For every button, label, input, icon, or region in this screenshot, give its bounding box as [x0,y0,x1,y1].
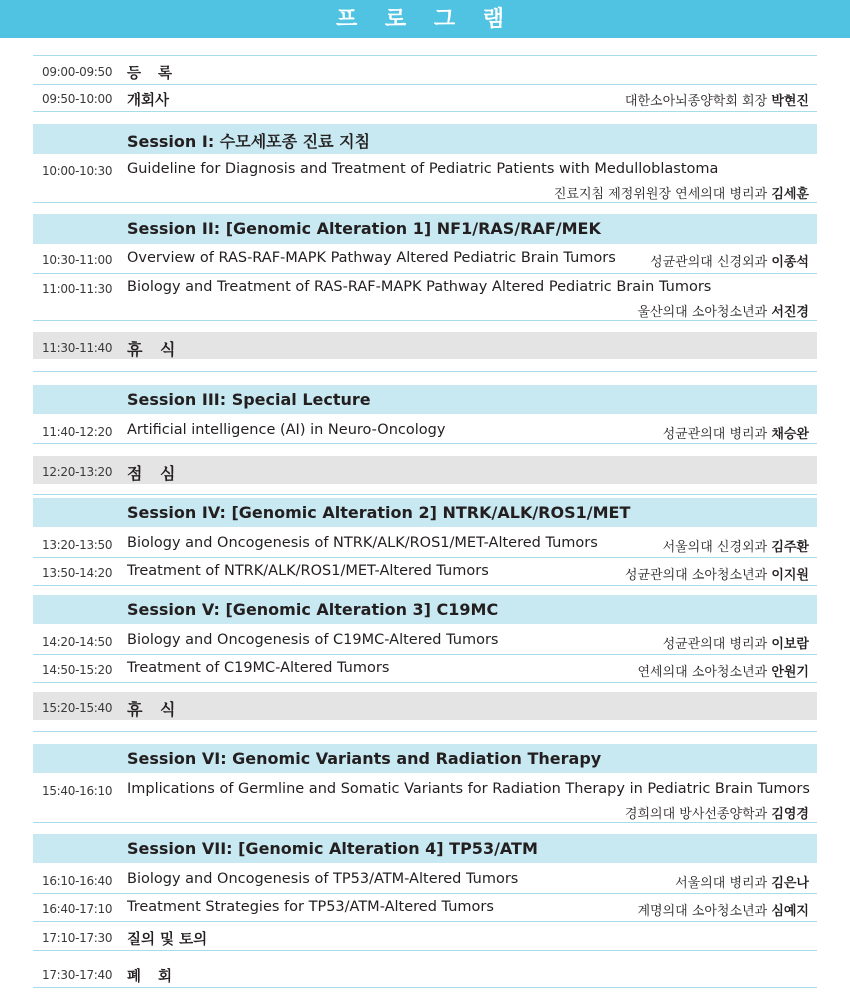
divider [33,494,817,495]
time-slot: 15:20-15:40 [42,701,113,715]
divider [33,202,817,203]
time-slot: 15:40-16:10 [42,784,113,798]
speaker-affiliation: 진료지침 제정위원장 연세의대 병리과 [553,187,768,202]
session-header-2 [33,214,817,244]
time-slot: 10:00-10:30 [42,164,113,178]
program-row-registration [33,59,817,83]
item-title: 폐 회 [127,969,179,985]
divider [33,111,817,112]
break-label: 휴 식 [127,340,182,359]
session-label: Session III: Special Lecture [127,390,371,409]
divider [33,654,817,655]
speaker-affiliation: 성균관의대 병리과 [662,427,768,442]
time-slot: 12:20-13:20 [42,465,113,479]
speaker-name: 채승완 [771,427,809,442]
talk-title: Biology and Oncogenesis of NTRK/ALK/ROS1/MET-Altered Tumors [127,535,598,551]
speaker-affiliation: 성균관의대 신경외과 [650,255,768,270]
time-slot: 11:40-12:20 [42,425,113,439]
program-row-closing [33,962,817,986]
time-slot: 16:10-16:40 [42,874,113,888]
session-label: Session VII: [Genomic Alteration 4] TP53/ATM [127,839,538,858]
program-row-speaker [33,799,817,823]
time-slot: 17:30-17:40 [42,968,113,982]
speaker-affiliation: 서울의대 병리과 [675,876,768,891]
time-slot: 16:40-17:10 [42,902,113,916]
speaker-name: 심예지 [771,904,809,919]
session-label: Session II: [Genomic Alteration 1] NF1/RAS/RAF/MEK [127,219,601,238]
divider [33,55,817,56]
break-row [33,332,817,359]
divider [33,682,817,683]
session-label: Session IV: [Genomic Alteration 2] NTRK/ALK/ROS1/MET [127,503,631,522]
session-label: Session I: 수모세포종 진료 지침 [127,132,371,151]
talk-title: Overview of RAS-RAF-MAPK Pathway Altered Pediatric Brain Tumors [127,250,616,266]
talk-title: Biology and Treatment of RAS-RAF-MAPK Pathway Altered Pediatric Brain Tumors [127,279,712,295]
speaker [625,90,809,109]
speaker [650,251,809,270]
speaker-affiliation: 성균관의대 소아청소년과 [624,568,768,583]
talk-title: Artificial intelligence (AI) in Neuro-Oncology [127,422,446,438]
divider [33,585,817,586]
program-row-talk [33,629,817,653]
speaker-affiliation: 울산의대 소아청소년과 [637,305,768,320]
talk-title: Treatment Strategies for TP53/ATM-Altered Tumors [127,899,494,915]
divider [33,822,817,823]
session-header-5 [33,595,817,624]
time-slot: 13:50-14:20 [42,566,113,580]
session-label: Session VI: Genomic Variants and Radiation Therapy [127,749,602,768]
divider [33,557,817,558]
item-title: 질의 및 토의 [127,932,208,948]
divider [33,84,817,85]
session-label: Session V: [Genomic Alteration 3] C19MC [127,600,499,619]
item-title: 등 록 [127,66,179,82]
speaker [554,183,809,202]
speaker [625,803,809,822]
speaker-name: 안원기 [771,665,809,680]
program-row-opening [33,86,817,110]
time-slot: 17:10-17:30 [42,931,113,945]
speaker [637,900,809,919]
speaker-affiliation: 서울의대 신경외과 [662,540,768,555]
divider [33,893,817,894]
speaker-name: 이지원 [771,568,809,583]
divider [33,371,817,372]
divider [33,731,817,732]
divider [33,950,817,951]
time-slot: 13:20-13:50 [42,538,113,552]
divider [33,987,817,988]
speaker [625,564,809,583]
program-title: 프 로 그 램 [336,7,514,32]
lunch-row [33,456,817,484]
speaker-name: 김주환 [771,540,809,555]
break-row [33,692,817,720]
speaker-name: 김영경 [771,807,809,822]
time-slot: 09:50-10:00 [42,92,113,106]
time-slot: 14:20-14:50 [42,635,113,649]
time-slot: 11:00-11:30 [42,282,113,296]
talk-title: Treatment of NTRK/ALK/ROS1/MET-Altered Tumors [127,563,489,579]
divider [33,921,817,922]
program-row-talk [33,896,817,920]
speaker [637,661,809,680]
talk-title: Biology and Oncogenesis of C19MC-Altered Tumors [127,632,499,648]
divider [33,320,817,321]
program-row-talk [33,532,817,556]
speaker-name: 이보람 [771,637,809,652]
speaker-affiliation: 연세의대 소아청소년과 [637,665,768,680]
time-slot: 10:30-11:00 [42,253,113,267]
speaker [663,536,809,555]
speaker-name: 이종석 [771,255,809,270]
talk-title: Treatment of C19MC-Altered Tumors [127,660,390,676]
talk-title: Guideline for Diagnosis and Treatment of Pediatric Patients with Medulloblastoma [127,161,719,177]
break-label: 점 심 [127,464,182,483]
speaker [637,301,809,320]
session-header-1 [33,124,817,154]
program-row-talk [33,657,817,681]
program-row-speaker [33,297,817,321]
talk-title: Implications of Germline and Somatic Variants for Radiation Therapy in Pediatric Brain Tumors [127,781,810,797]
program-row-talk [33,247,817,271]
session-header-3 [33,385,817,414]
speaker-affiliation: 경희의대 방사선종양학과 [624,807,768,822]
session-header-7 [33,834,817,863]
program-row-speaker [33,179,817,203]
time-slot: 14:50-15:20 [42,663,113,677]
speaker-name: 서진경 [771,305,809,320]
program-title-banner [0,0,850,38]
speaker-affiliation: 계명의대 소아청소년과 [637,904,768,919]
speaker-name: 김은나 [771,876,809,891]
item-title: 개회사 [127,93,170,109]
program-row-talk [33,560,817,584]
speaker [675,872,809,891]
speaker [663,633,809,652]
speaker [663,423,809,442]
program-row-talk [33,419,817,443]
session-header-6 [33,744,817,773]
speaker-affiliation: 대한소아뇌종양학회 회장 [624,94,768,109]
time-slot: 11:30-11:40 [42,341,113,355]
talk-title: Biology and Oncogenesis of TP53/ATM-Altered Tumors [127,871,519,887]
divider [33,443,817,444]
speaker-name: 김세훈 [771,187,809,202]
session-header-4 [33,498,817,527]
program-row-talk [33,868,817,892]
break-label: 휴 식 [127,700,182,719]
time-slot: 09:00-09:50 [42,65,113,79]
speaker-affiliation: 성균관의대 병리과 [662,637,768,652]
speaker-name: 박현진 [771,94,809,109]
program-row-qa [33,925,817,949]
divider [33,273,817,274]
